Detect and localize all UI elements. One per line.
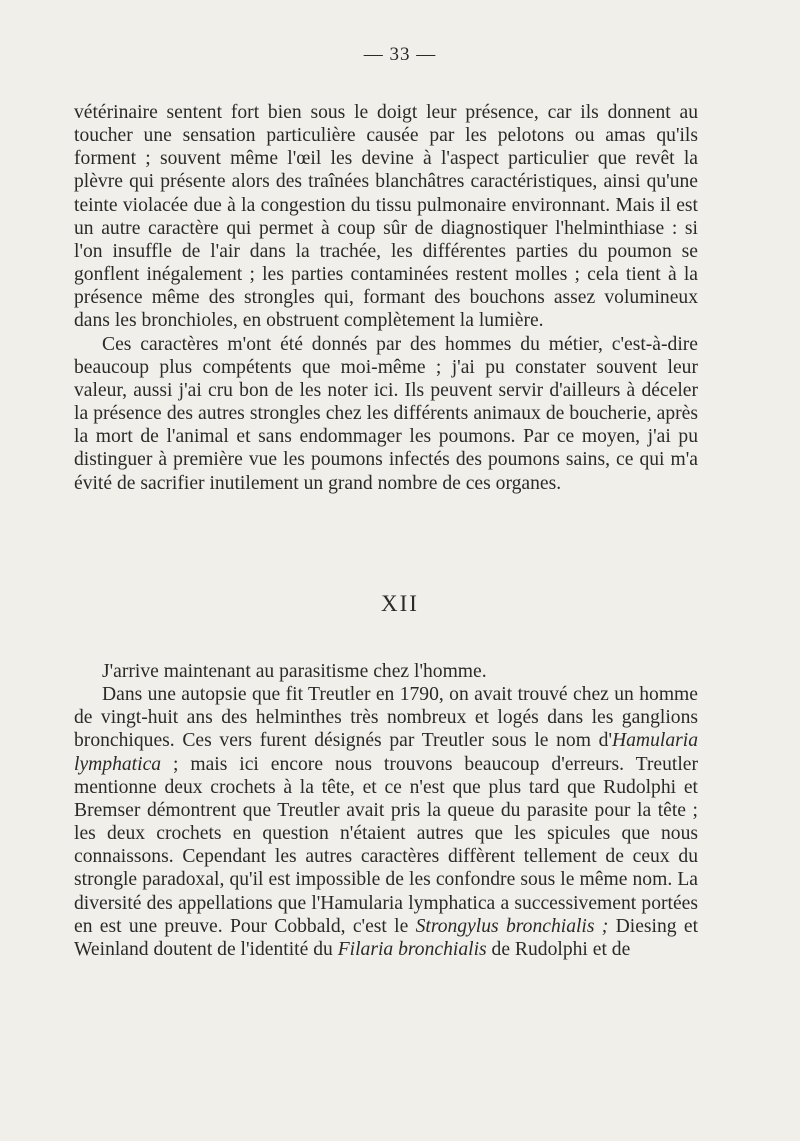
- paragraph-treutler: [74, 683, 698, 961]
- text-segment: Diesing et Weinland doutent de l'identité du: [74, 915, 699, 960]
- text-segment: Dans une autopsie que fit Treutler en 1790, on avait trouvé chez un homme de vingt-huit ans des helminthes très nombreux et logés dans les ganglions bronchiques. Ces vers furent désignés par Treutler sous le nom d': [74, 684, 698, 752]
- paragraph-characters: Ces caractères m'ont été donnés par des hommes du métier, c'est-à-dire beaucoup plus compétents que moi-même ; j'ai pu constater souvent leur valeur, aussi j'ai cru bon de les noter ici. Ils peuvent servir d'ailleurs à déceler la présence des autres strongles chez les différents animaux de boucherie, après la mort de l'animal et sans endommager les poumons. Par ce moyen, j'ai pu distinguer à première vue les poumons infectés des poumons sains, ce qui m'a évité de sacrifier inutilement un grand nombre de ces organes.: [74, 333, 698, 494]
- species-name-filaria: Filaria bronchialis: [337, 938, 487, 960]
- species-name-strongylus: Strongylus bronchialis ;: [415, 915, 609, 937]
- text-segment: de Rudolphi et de: [486, 938, 631, 960]
- section-heading: XII: [381, 591, 419, 616]
- text-segment: ; mais ici encore nous trouvons beaucoup d'erreurs. Treutler mentionne deux crochets à la tête, et ce n'est que plus tard que Rudolphi et Bremser démontrent que Treutler avait pris la queue du parasite pour la tête ; les deux crochets en question n'étaient autres que les spicules que nous connaissons. Cependant les autres caractères diffèrent tellement de ceux du strongle paradoxal, qu'il est impossible de les confondre sous le même nom. La diversité des appellations que l'Hamularia lymphatica a successivement portées en est une preuve. Pour Cobbald, c'est le: [74, 753, 698, 937]
- text-block-bottom: [74, 660, 698, 961]
- paragraph-intro: J'arrive maintenant au parasitisme chez l'homme.: [102, 661, 487, 682]
- paragraph-continued: vétérinaire sentent fort bien sous le doigt leur présence, car ils donnent au toucher une sensation particulière causée par les pelotons ou amas qu'ils forment ; souvent même l'œil les devine à l'aspect particulier que revêt la plèvre qui présente alors des traînées blanchâtres caractéristiques, ainsi qu'une teinte violacée due à la congestion du tissu pulmonaire environnant. Mais il est un autre caractère qui permet à coup sûr de diagnostiquer l'helminthiase : si l'on insuffle de l'air dans la trachée, les différentes parties du poumon se gonflent inégalement ; les parties contaminées restent molles ; cela tient à la présence même des strongles qui, formant des bouchons assez volumineux dans les bronchioles, en obstruent complètement la lumière.: [74, 102, 698, 332]
- species-name-hamularia: Hamularia lymphatica: [74, 730, 698, 775]
- text-block-top: [74, 101, 698, 495]
- page-number: — 33 —: [363, 44, 437, 65]
